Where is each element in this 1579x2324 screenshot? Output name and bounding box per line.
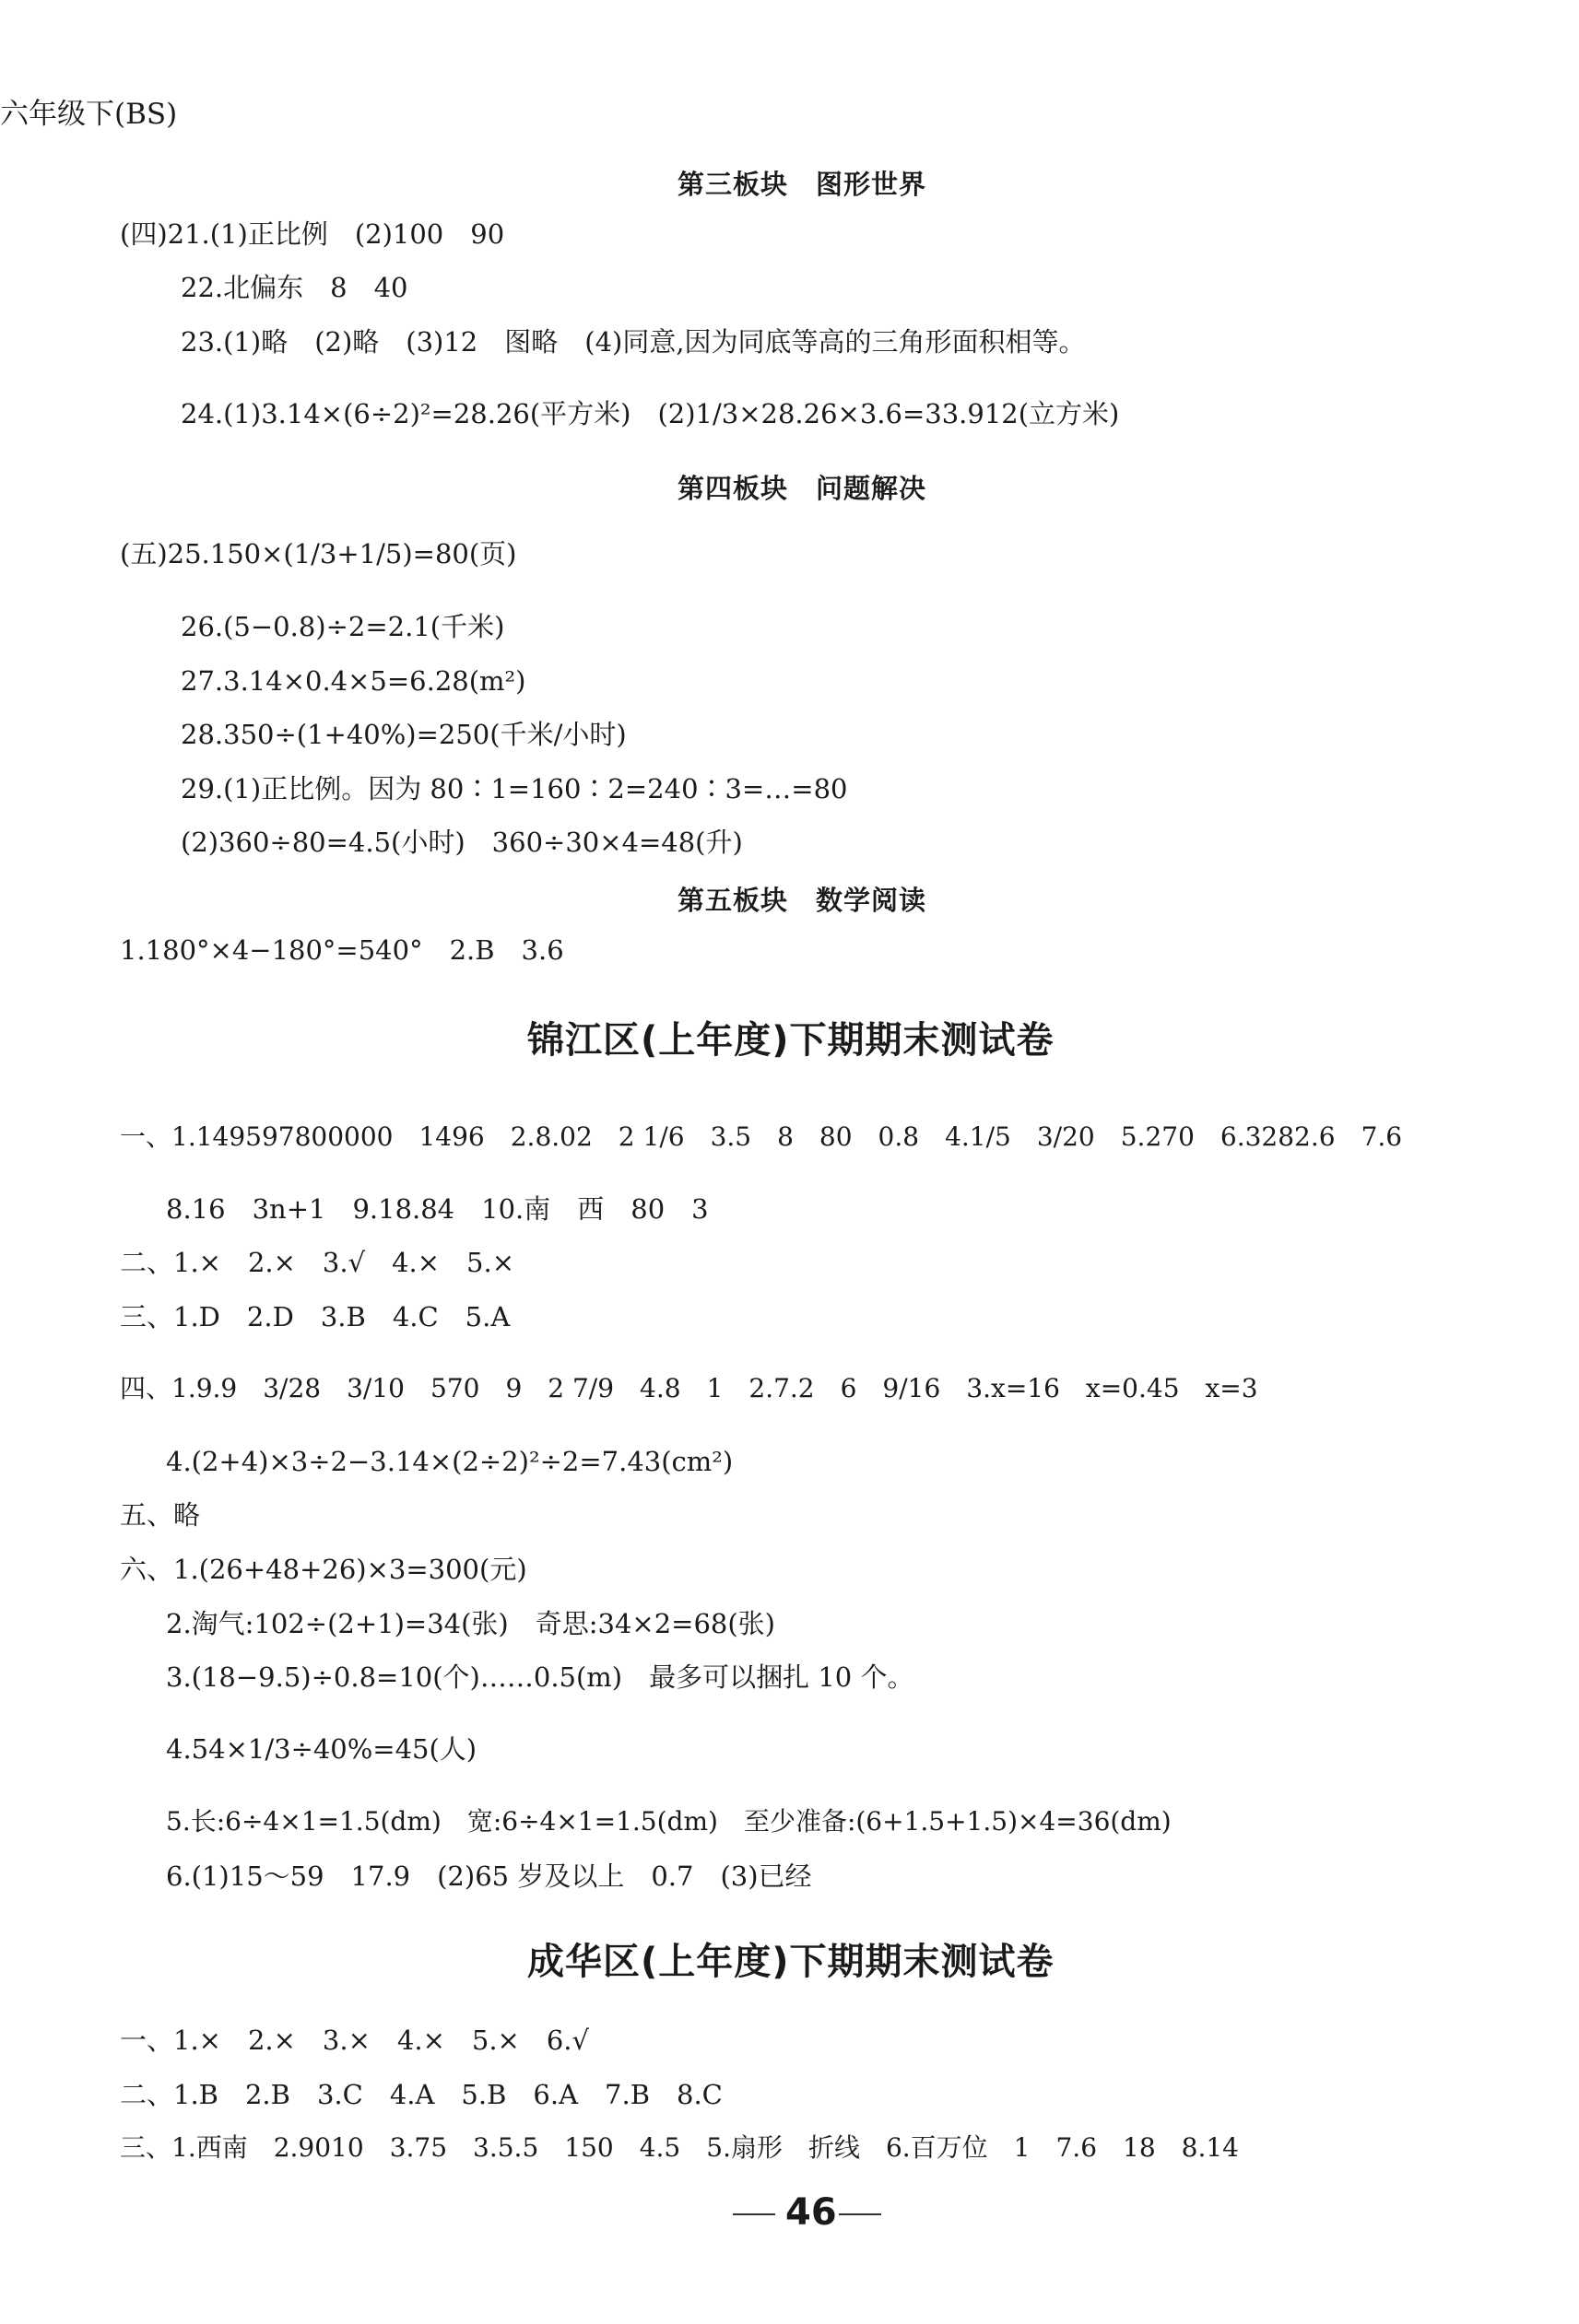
- answer-line: 二、1.B 2.B 3.C 4.A 5.B 6.A 7.B 8.C: [120, 2079, 723, 2110]
- answer-line: 三、1.D 2.D 3.B 4.C 5.A: [120, 1301, 511, 1332]
- answer-line: 8.16 3n+1 9.18.84 10.南 西 80 3: [166, 1193, 709, 1225]
- answer-line: 1.180°×4−180°=540° 2.B 3.6: [120, 934, 564, 966]
- section-title-4: 第四板块 问题解决: [678, 473, 927, 504]
- answer-line: 4.54×1/3÷40%=45(人): [166, 1733, 477, 1765]
- answer-line: 28.350÷(1+40%)=250(千米/小时): [181, 719, 627, 750]
- answer-line: 三、1.西南 2.9010 3.75 3.5.5 150 4.5 5.扇形 折线 6.百万位 1 7.6 18 8.14: [120, 2132, 1239, 2163]
- answer-line: 6.(1)15〜59 17.9 (2)65 岁及以上 0.7 (3)已经: [166, 1860, 812, 1892]
- answer-line: 27.3.14×0.4×5=6.28(m²): [181, 665, 526, 697]
- answer-line: 23.(1)略 (2)略 (3)12 图略 (4)同意,因为同底等高的三角形面积相等。: [181, 326, 1086, 358]
- answer-line: (五)25.150×(1/3+1/5)=80(页): [120, 538, 517, 569]
- answer-line: 3.(18−9.5)÷0.8=10(个)……0.5(m) 最多可以捆扎 10 个。: [166, 1661, 914, 1693]
- section-title-5: 第五板块 数学阅读: [678, 885, 927, 916]
- answer-line: 22.北偏东 8 40: [181, 272, 408, 303]
- answer-line: (2)360÷80=4.5(小时) 360÷30×4=48(升): [181, 827, 743, 858]
- answer-line: (四)21.(1)正比例 (2)100 90: [120, 218, 505, 250]
- answer-line: 一、1.149597800000 1496 2.8.02 2 1/6 3.5 8 80 0.8 4.1/5 3/20 5.270 6.3282.6 7.6: [120, 1121, 1403, 1152]
- answer-line: 26.(5−0.8)÷2=2.1(千米): [181, 611, 505, 642]
- answer-line: 5.长:6÷4×1=1.5(dm) 宽:6÷4×1=1.5(dm) 至少准备:(6+1.5+1.5)×4=36(dm): [166, 1806, 1172, 1837]
- page-header: 六年级下(BS): [0, 98, 178, 131]
- page-number-rule-left: [733, 2213, 775, 2215]
- answer-line: 一、1.× 2.× 3.× 4.× 5.× 6.√: [120, 2025, 589, 2056]
- exam-title: 锦江区(上年度)下期期末测试卷: [527, 1019, 1055, 1062]
- answer-line: 五、略: [120, 1499, 201, 1531]
- exam-title: 成华区(上年度)下期期末测试卷: [527, 1941, 1055, 1983]
- section-title-3: 第三板块 图形世界: [678, 169, 927, 200]
- answer-line: 4.(2+4)×3÷2−3.14×(2÷2)²÷2=7.43(cm²): [166, 1446, 734, 1477]
- answer-line: 六、1.(26+48+26)×3=300(元): [120, 1554, 527, 1585]
- answer-line: 24.(1)3.14×(6÷2)²=28.26(平方米) (2)1/3×28.26×3.6=33.912(立方米): [181, 398, 1120, 429]
- answer-line: 二、1.× 2.× 3.√ 4.× 5.×: [120, 1247, 515, 1278]
- answer-line: 29.(1)正比例。因为 80∶1=160∶2=240∶3=…=80: [181, 773, 848, 804]
- page-number-rule-right: [839, 2213, 881, 2215]
- page-number: 46: [785, 2191, 837, 2234]
- answer-line: 四、1.9.9 3/28 3/10 570 9 2 7/9 4.8 1 2.7.2 6 9/16 3.x=16 x=0.45 x=3: [120, 1373, 1258, 1403]
- answer-line: 2.淘气:102÷(2+1)=34(张) 奇思:34×2=68(张): [166, 1608, 775, 1639]
